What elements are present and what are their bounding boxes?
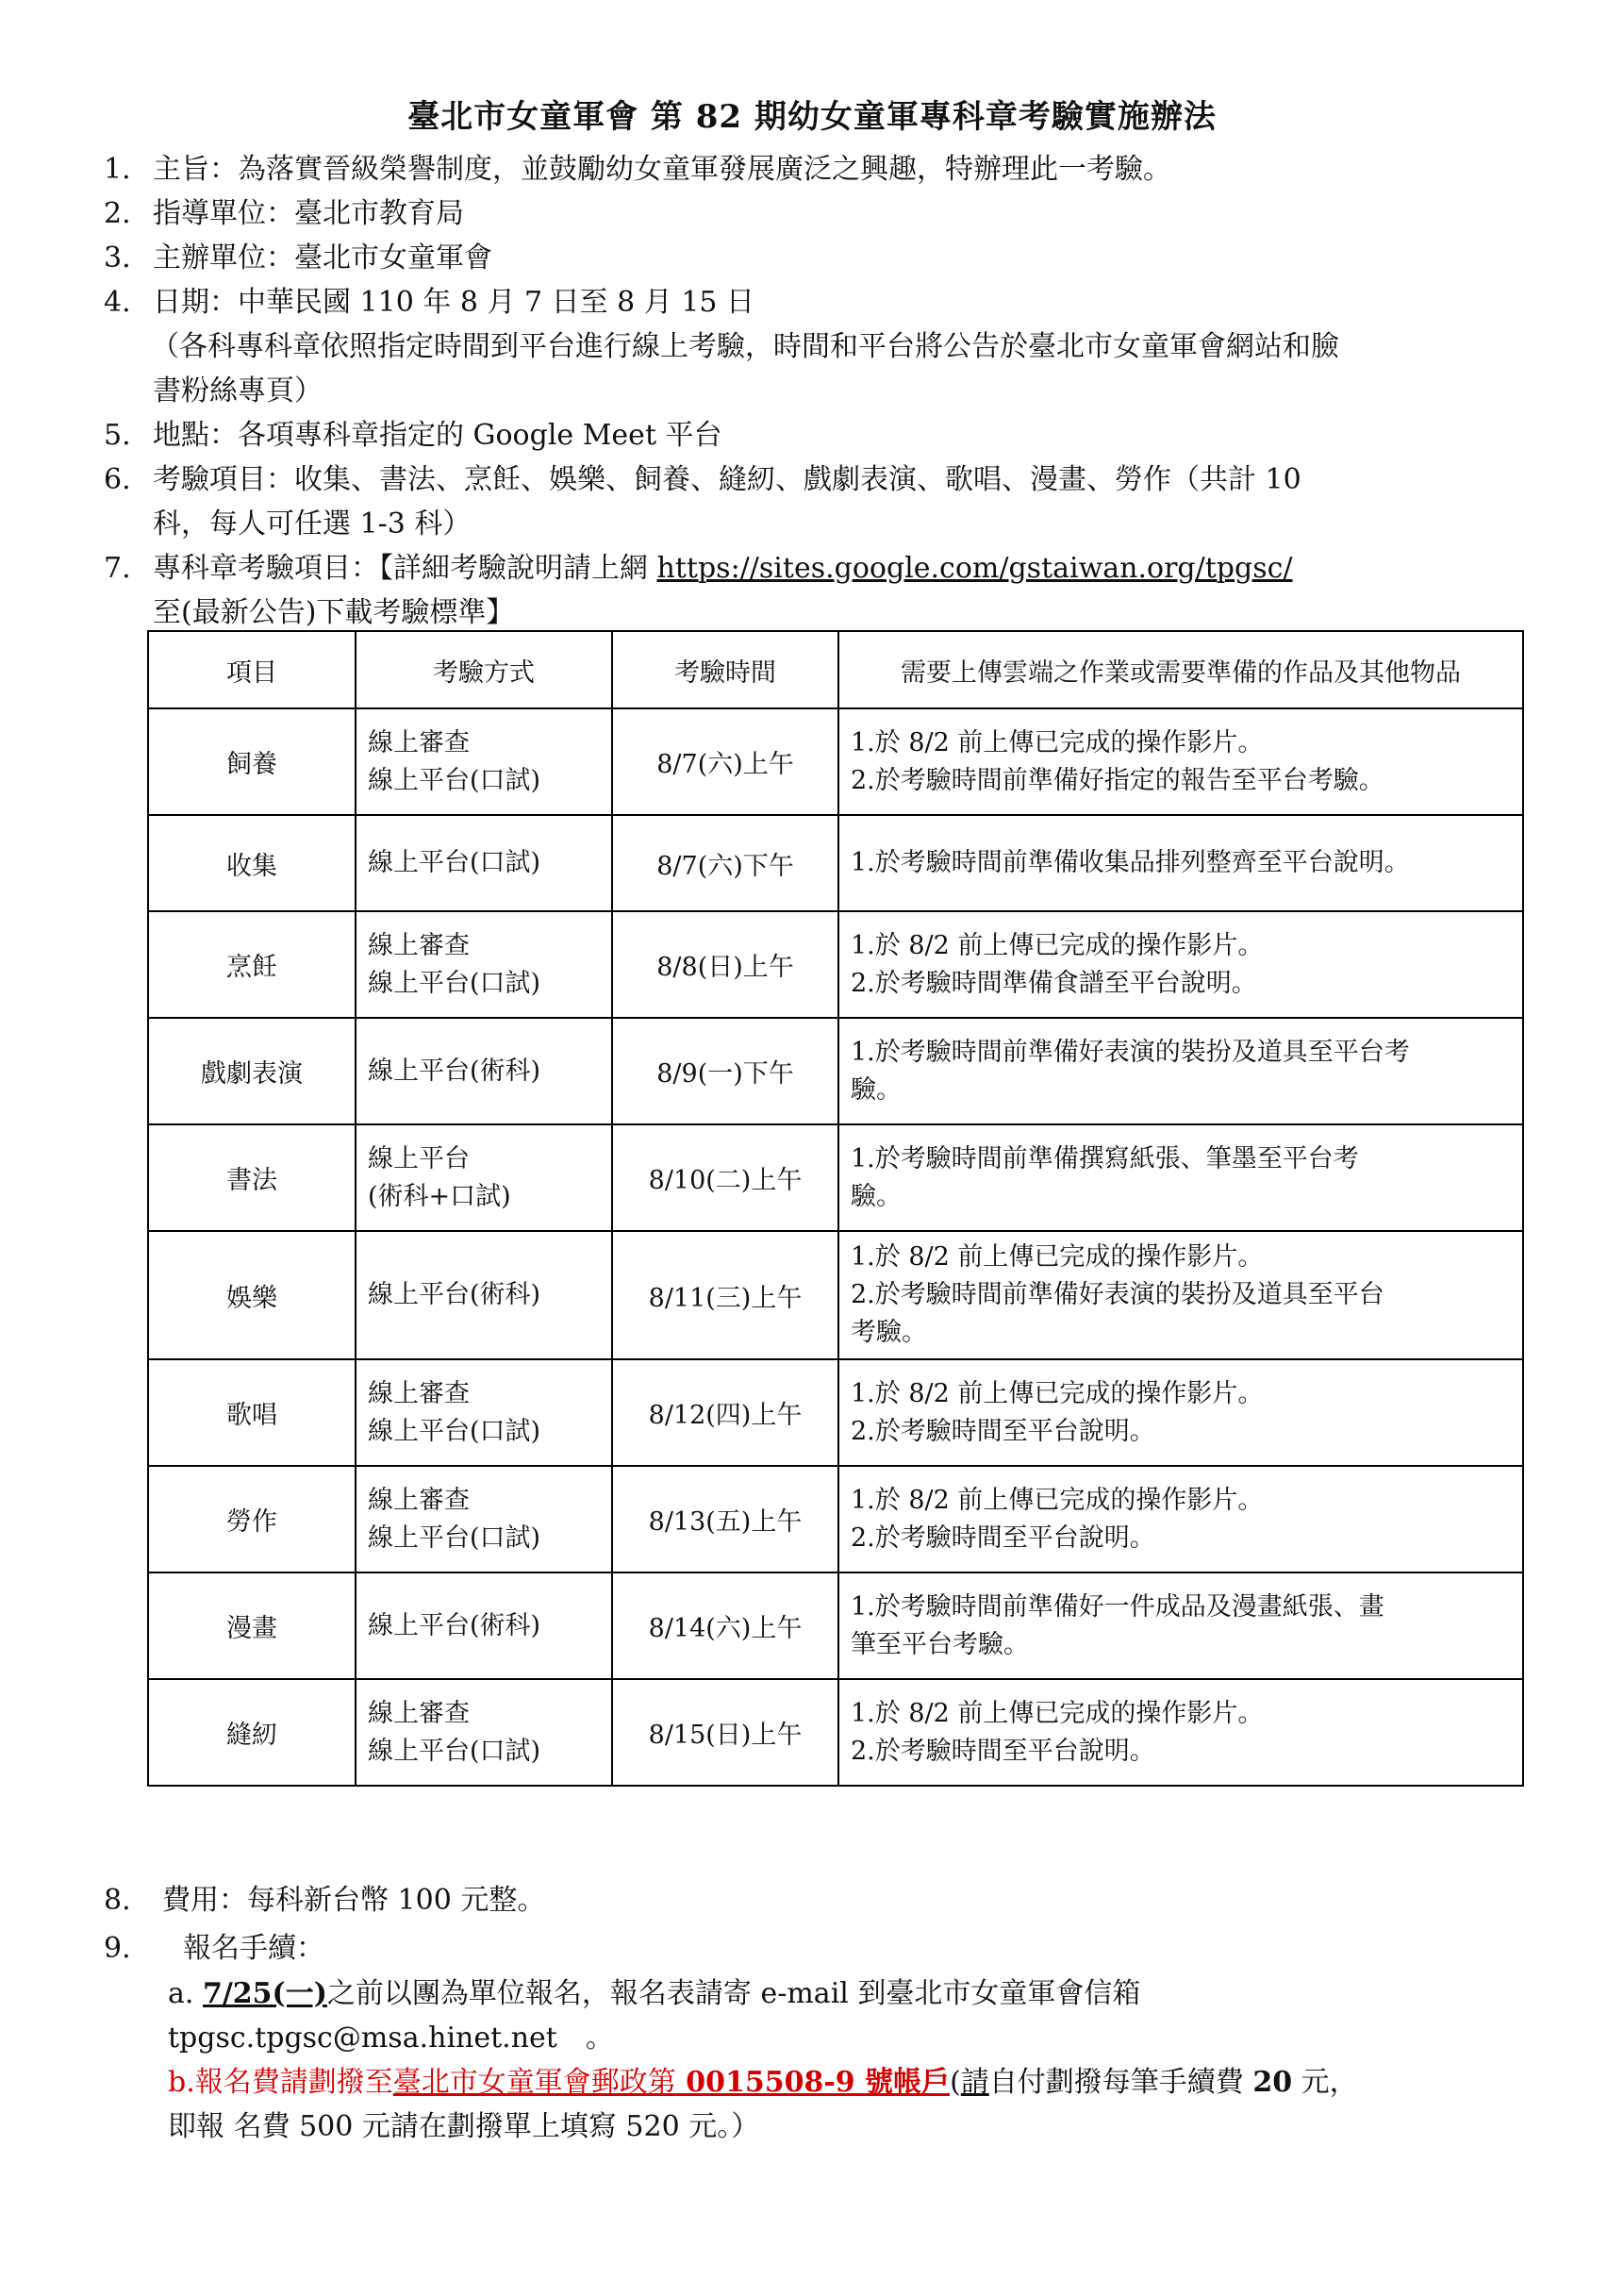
- method-line: 線上審查: [368, 1698, 470, 1728]
- cell-time: 8/15(日)上午: [612, 1679, 838, 1786]
- cell-item: 收集: [148, 815, 356, 911]
- cell-time: 8/8(日)上午: [612, 911, 838, 1018]
- page-title: 臺北市女童軍會 第 82 期幼女童軍專科章考驗實施辦法: [407, 98, 1217, 136]
- cell-method: [356, 1466, 612, 1572]
- cell-requirements: [838, 1018, 1523, 1124]
- cell-method: [356, 1018, 612, 1124]
- cell-item: 娛樂: [148, 1231, 356, 1359]
- step-a-label: a.: [168, 1977, 194, 2010]
- method-line: 線上平台(口試): [368, 1416, 541, 1446]
- cell-time: 8/10(二)上午: [612, 1124, 838, 1231]
- cell-requirements: [838, 1231, 1523, 1359]
- method-line: 線上平台: [368, 1143, 470, 1173]
- item-number: 1.: [104, 153, 131, 186]
- requirement-line: 1.於 8/2 前上傳已完成的操作影片。: [851, 1698, 1264, 1728]
- cell-requirements: [838, 815, 1523, 911]
- requirement-line: 驗。: [851, 1181, 902, 1211]
- registration-step-b-line2: 即報 名費 500 元請在劃撥單上填寫 520 元。）: [168, 2110, 760, 2143]
- method-line: 線上平台(口試): [368, 765, 541, 795]
- item-text: [153, 550, 1293, 588]
- requirement-line: 1.於 8/2 前上傳已完成的操作影片。: [851, 1485, 1264, 1515]
- item-number: 3.: [104, 241, 131, 275]
- cell-time: 8/7(六)上午: [612, 708, 838, 815]
- item-number: 6.: [104, 463, 131, 496]
- item-number: 2.: [104, 197, 131, 230]
- website-link[interactable]: https://sites.google.com/gstaiwan.org/tpgsc/: [656, 552, 1293, 585]
- requirement-line: 1.於考驗時間前準備撰寫紙張、筆墨至平台考: [851, 1143, 1359, 1173]
- registration-deadline: 7/25(一): [202, 1977, 327, 2010]
- cell-method: [356, 1124, 612, 1231]
- requirement-line: 1.於考驗時間前準備好表演的裝扮及道具至平台考: [851, 1037, 1410, 1067]
- method-line: 線上平台(術科): [368, 1610, 541, 1640]
- item-text: 地點：各項專科章指定的 Google Meet 平台: [153, 419, 722, 452]
- method-line: 線上平台(術科): [368, 1056, 541, 1086]
- step-a-text: 之前以團為單位報名，報名表請寄 e-mail 到臺北市女童軍會信箱: [326, 1977, 1141, 2010]
- cell-requirements: [838, 1572, 1523, 1679]
- table-row: [148, 1231, 1523, 1359]
- cell-item: 飼養: [148, 708, 356, 815]
- requirement-line: 驗。: [851, 1074, 902, 1105]
- cell-time: 8/14(六)上午: [612, 1572, 838, 1679]
- cell-item: 歌唱: [148, 1359, 356, 1466]
- step-b-fee-text: 報名費請劃撥至: [194, 2066, 393, 2099]
- method-line: (術科+口試): [368, 1181, 511, 1211]
- cell-item: 烹飪: [148, 911, 356, 1018]
- cell-item: 戲劇表演: [148, 1018, 356, 1124]
- cell-method: [356, 708, 612, 815]
- please-text: 請: [960, 2066, 989, 2099]
- cell-time: 8/13(五)上午: [612, 1466, 838, 1572]
- table-row: [148, 1018, 1523, 1124]
- step-b-label: b.: [168, 2066, 195, 2099]
- item-7-continued: 至(最新公告)下載考驗標準】: [153, 596, 515, 629]
- handling-fee-amount: 20: [1252, 2066, 1293, 2099]
- table-row: [148, 1466, 1523, 1572]
- cell-requirements: [838, 1359, 1523, 1466]
- item-text: 主辦單位：臺北市女童軍會: [153, 241, 492, 275]
- requirement-line: 2.於考驗時間至平台說明。: [851, 1416, 1155, 1446]
- table-row: [148, 815, 1523, 911]
- item-text: 報名手續：: [183, 1932, 324, 1965]
- requirement-line: 1.於 8/2 前上傳已完成的操作影片。: [851, 1378, 1264, 1408]
- registration-step-a: [168, 1975, 1140, 2013]
- requirement-line: 1.於考驗時間前準備收集品排列整齊至平台說明。: [851, 848, 1410, 877]
- cell-time: 8/7(六)下午: [612, 815, 838, 911]
- cell-item: 勞作: [148, 1466, 356, 1572]
- cell-method: [356, 1572, 612, 1679]
- item-4-note-line2: 書粉絲專頁）: [153, 374, 323, 408]
- method-line: 線上審查: [368, 930, 470, 960]
- postal-account-number: 0015508-9 號帳戶: [675, 2066, 951, 2099]
- requirement-line: 2.於考驗時間至平台說明。: [851, 1736, 1155, 1766]
- method-line: 線上平台(口試): [368, 848, 541, 877]
- cell-requirements: [838, 911, 1523, 1018]
- requirement-line: 1.於 8/2 前上傳已完成的操作影片。: [851, 727, 1264, 757]
- header-requirements: 需要上傳雲端之作業或需要準備的作品及其他物品: [838, 631, 1523, 708]
- item-text: 主旨：為落實晉級榮譽制度，並鼓勵幼女童軍發展廣泛之興趣，特辦理此一考驗。: [153, 153, 1171, 186]
- item-6-continued: 科，每人可任選 1-3 科）: [153, 507, 472, 541]
- requirement-line: 2.於考驗時間至平台說明。: [851, 1522, 1155, 1553]
- item-text: 日期：中華民國 110 年 8 月 7 日至 8 月 15 日: [153, 286, 755, 319]
- method-line: 線上審查: [368, 1378, 470, 1408]
- item-number: 5.: [104, 419, 131, 452]
- cell-time: 8/12(四)上午: [612, 1359, 838, 1466]
- contact-email[interactable]: tpgsc.tpgsc@msa.hinet.net 。: [168, 2021, 614, 2055]
- method-line: 線上平台(口試): [368, 1522, 541, 1553]
- cell-time: 8/11(三)上午: [612, 1231, 838, 1359]
- cell-method: [356, 1359, 612, 1466]
- table-row: [148, 1679, 1523, 1786]
- table-header-row: [148, 631, 1523, 708]
- header-time: 考驗時間: [612, 631, 838, 708]
- table-row: [148, 1124, 1523, 1231]
- cell-requirements: [838, 708, 1523, 815]
- handling-fee-text: 自付劃撥每筆手續費: [988, 2066, 1253, 2099]
- method-line: 線上審查: [368, 1485, 470, 1515]
- requirement-line: 1.於 8/2 前上傳已完成的操作影片。: [851, 930, 1264, 960]
- cell-method: [356, 1231, 612, 1359]
- requirement-line: 考驗。: [851, 1318, 927, 1347]
- item-number: 8.: [104, 1884, 131, 1917]
- cell-method: [356, 911, 612, 1018]
- cell-method: [356, 1679, 612, 1786]
- registration-step-b: [168, 2064, 1358, 2102]
- item-text: 費用：每科新台幣 100 元整。: [162, 1884, 546, 1917]
- header-method: 考驗方式: [356, 631, 612, 708]
- cell-method: [356, 815, 612, 911]
- item-4-note-line1: （各科專科章依照指定時間到平台進行線上考驗，時間和平台將公告於臺北市女童軍會網站和臉: [151, 330, 1339, 363]
- method-line: 線上審查: [368, 727, 470, 757]
- method-line: 線上平台(口試): [368, 968, 541, 998]
- cell-requirements: [838, 1679, 1523, 1786]
- cell-time: 8/9(一)下午: [612, 1018, 838, 1124]
- item-text: 指導單位：臺北市教育局: [153, 197, 464, 230]
- requirement-line: 2.於考驗時間前準備好指定的報告至平台考驗。: [851, 765, 1384, 795]
- cell-requirements: [838, 1466, 1523, 1572]
- requirement-line: 1.於 8/2 前上傳已完成的操作影片。: [851, 1242, 1264, 1272]
- header-item: 項目: [148, 631, 356, 708]
- postal-account-name: 臺北市女童軍會郵政第: [392, 2066, 676, 2099]
- item-number: 9.: [104, 1932, 131, 1965]
- cell-requirements: [838, 1124, 1523, 1231]
- item-number: 4.: [104, 286, 131, 319]
- paren-open: (: [950, 2066, 961, 2099]
- exam-schedule-table: [147, 630, 1524, 1787]
- table-row: [148, 1359, 1523, 1466]
- requirement-line: 2.於考驗時間前準備好表演的裝扮及道具至平台: [851, 1280, 1384, 1309]
- table-row: [148, 1572, 1523, 1679]
- method-line: 線上平台(術科): [368, 1280, 541, 1309]
- cell-item: 書法: [148, 1124, 356, 1231]
- requirement-line: 筆至平台考驗。: [851, 1629, 1029, 1659]
- cell-item: 漫畫: [148, 1572, 356, 1679]
- cell-item: 縫紉: [148, 1679, 356, 1786]
- item-7-text: 專科章考驗項目：【詳細考驗說明請上網: [153, 552, 657, 585]
- requirement-line: 1.於考驗時間前準備好一件成品及漫畫紙張、畫: [851, 1591, 1384, 1622]
- requirement-line: 2.於考驗時間準備食譜至平台說明。: [851, 968, 1257, 998]
- table-row: [148, 911, 1523, 1018]
- handling-fee-unit: 元，: [1292, 2066, 1358, 2099]
- item-text: 考驗項目：收集、書法、烹飪、娛樂、飼養、縫紉、戲劇表演、歌唱、漫畫、勞作（共計 10: [153, 463, 1301, 496]
- item-number: 7.: [104, 552, 131, 585]
- method-line: 線上平台(口試): [368, 1736, 541, 1766]
- table-row: [148, 708, 1523, 815]
